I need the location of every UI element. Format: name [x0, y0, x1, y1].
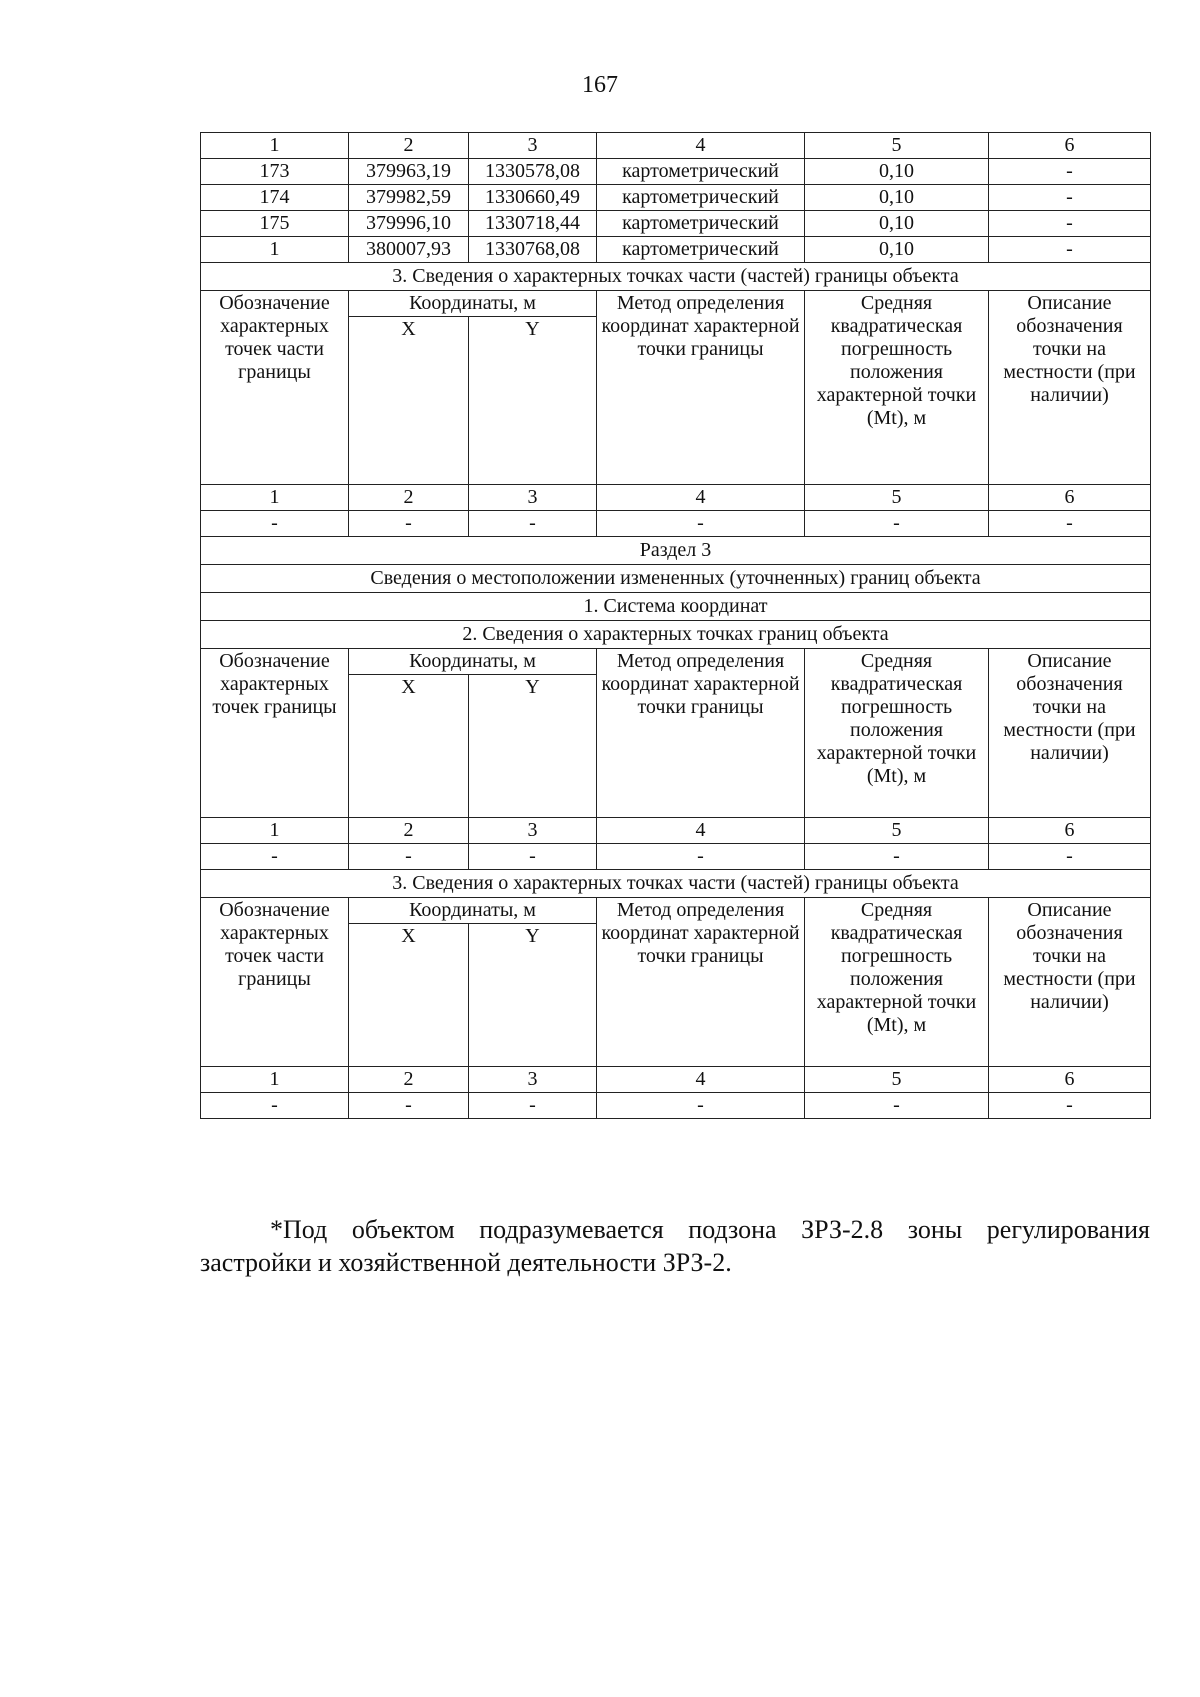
description-header: Описание обозначения точки на местности (при наличии) [989, 291, 1151, 485]
coords-header: Координаты, м [349, 898, 597, 924]
y-header: Y [469, 317, 597, 485]
column-number-row [201, 485, 1151, 511]
footnote: *Под объектом подразумевается подзона ЗРЗ-2.8 зоны регулирования застройки и хозяйственной деятельности ЗРЗ-2. [200, 1215, 1150, 1277]
column-number: 4 [597, 818, 805, 844]
table-row [201, 844, 1151, 870]
column-number: 6 [989, 1067, 1151, 1093]
empty-cell: - [597, 844, 805, 870]
section-caption-row [201, 593, 1151, 621]
coord-x: 379963,19 [349, 159, 469, 185]
column-number: 4 [597, 485, 805, 511]
section-caption-row [201, 621, 1151, 649]
column-number: 3 [469, 485, 597, 511]
method-header: Метод определения координат характерной точки границы [597, 649, 805, 818]
column-number: 1 [201, 818, 349, 844]
column-number: 3 [469, 1067, 597, 1093]
page-number: 167 [582, 72, 618, 98]
column-number: 6 [989, 485, 1151, 511]
error-header: Средняя квадратическая погрешность положения характерной точки (Mt), м [805, 649, 989, 818]
method: картометрический [597, 159, 805, 185]
header-cell: 5 [805, 133, 989, 159]
error: 0,10 [805, 159, 989, 185]
column-number-row [201, 818, 1151, 844]
column-number: 5 [805, 818, 989, 844]
description-header: Описание обозначения точки на местности (при наличии) [989, 649, 1151, 818]
column-number: 1 [201, 1067, 349, 1093]
table-row [201, 511, 1151, 537]
column-header-row [201, 649, 1151, 675]
column-number: 5 [805, 485, 989, 511]
coords-header: Координаты, м [349, 649, 597, 675]
empty-cell: - [805, 511, 989, 537]
method: картометрический [597, 211, 805, 237]
section-caption-row [201, 263, 1151, 291]
points-title: 2. Сведения о характерных точках границ объекта [201, 621, 1151, 649]
y-header: Y [469, 675, 597, 818]
designation-header: Обозначение характерных точек части границы [201, 291, 349, 485]
empty-cell: - [989, 844, 1151, 870]
empty-cell: - [597, 1093, 805, 1119]
method-header: Метод определения координат характерной точки границы [597, 898, 805, 1067]
column-number: 2 [349, 1067, 469, 1093]
description-header: Описание обозначения точки на местности (при наличии) [989, 898, 1151, 1067]
empty-cell: - [805, 1093, 989, 1119]
empty-cell: - [201, 844, 349, 870]
header-cell: 4 [597, 133, 805, 159]
column-number: 6 [989, 818, 1151, 844]
table-row [201, 159, 1151, 185]
header-cell: 6 [989, 133, 1151, 159]
table-row [201, 211, 1151, 237]
method-header: Метод определения координат характерной точки границы [597, 291, 805, 485]
part1-title: 3. Сведения о характерных точках части (частей) границы объекта [201, 263, 1151, 291]
column-header-row [201, 291, 1151, 317]
table-row [201, 237, 1151, 263]
empty-cell: - [989, 511, 1151, 537]
designation-header: Обозначение характерных точек части границы [201, 898, 349, 1067]
coords-header: Координаты, м [349, 291, 597, 317]
empty-cell: - [989, 1093, 1151, 1119]
error: 0,10 [805, 185, 989, 211]
section-caption-row [201, 565, 1151, 593]
coord-y: 1330718,44 [469, 211, 597, 237]
column-number: 4 [597, 1067, 805, 1093]
method: картометрический [597, 185, 805, 211]
section-caption-row [201, 870, 1151, 898]
description: - [989, 237, 1151, 263]
section3-title: Раздел 3 [201, 537, 1151, 565]
description: - [989, 159, 1151, 185]
column-number: 2 [349, 818, 469, 844]
table-row [201, 1093, 1151, 1119]
coord-x: 380007,93 [349, 237, 469, 263]
coordinates-table [200, 132, 1151, 1119]
error: 0,10 [805, 211, 989, 237]
empty-cell: - [201, 511, 349, 537]
column-header-row [201, 898, 1151, 924]
error-header: Средняя квадратическая погрешность положения характерной точки (Mt), м [805, 291, 989, 485]
column-number: 1 [201, 485, 349, 511]
empty-cell: - [201, 1093, 349, 1119]
header-cell: 1 [201, 133, 349, 159]
section-caption-row [201, 537, 1151, 565]
column-number-row [201, 1067, 1151, 1093]
point-id: 1 [201, 237, 349, 263]
coord-y: 1330578,08 [469, 159, 597, 185]
empty-cell: - [469, 511, 597, 537]
point-id: 175 [201, 211, 349, 237]
x-header: X [349, 675, 469, 818]
x-header: X [349, 924, 469, 1067]
point-id: 174 [201, 185, 349, 211]
point-id: 173 [201, 159, 349, 185]
part2-title: 3. Сведения о характерных точках части (частей) границы объекта [201, 870, 1151, 898]
description: - [989, 211, 1151, 237]
designation-header: Обозначение характерных точек границы [201, 649, 349, 818]
y-header: Y [469, 924, 597, 1067]
empty-cell: - [349, 1093, 469, 1119]
empty-cell: - [805, 844, 989, 870]
column-number: 3 [469, 818, 597, 844]
section3-subtitle: Сведения о местоположении измененных (уточненных) границ объекта [201, 565, 1151, 593]
table-row [201, 185, 1151, 211]
header-cell: 3 [469, 133, 597, 159]
error-header: Средняя квадратическая погрешность положения характерной точки (Mt), м [805, 898, 989, 1067]
empty-cell: - [349, 511, 469, 537]
x-header: X [349, 317, 469, 485]
empty-cell: - [469, 844, 597, 870]
method: картометрический [597, 237, 805, 263]
table-header-row [201, 133, 1151, 159]
coord-system-title: 1. Система координат [201, 593, 1151, 621]
column-number: 2 [349, 485, 469, 511]
coord-x: 379996,10 [349, 211, 469, 237]
coord-y: 1330660,49 [469, 185, 597, 211]
header-cell: 2 [349, 133, 469, 159]
empty-cell: - [597, 511, 805, 537]
column-number: 5 [805, 1067, 989, 1093]
error: 0,10 [805, 237, 989, 263]
coord-x: 379982,59 [349, 185, 469, 211]
coord-y: 1330768,08 [469, 237, 597, 263]
empty-cell: - [349, 844, 469, 870]
empty-cell: - [469, 1093, 597, 1119]
description: - [989, 185, 1151, 211]
